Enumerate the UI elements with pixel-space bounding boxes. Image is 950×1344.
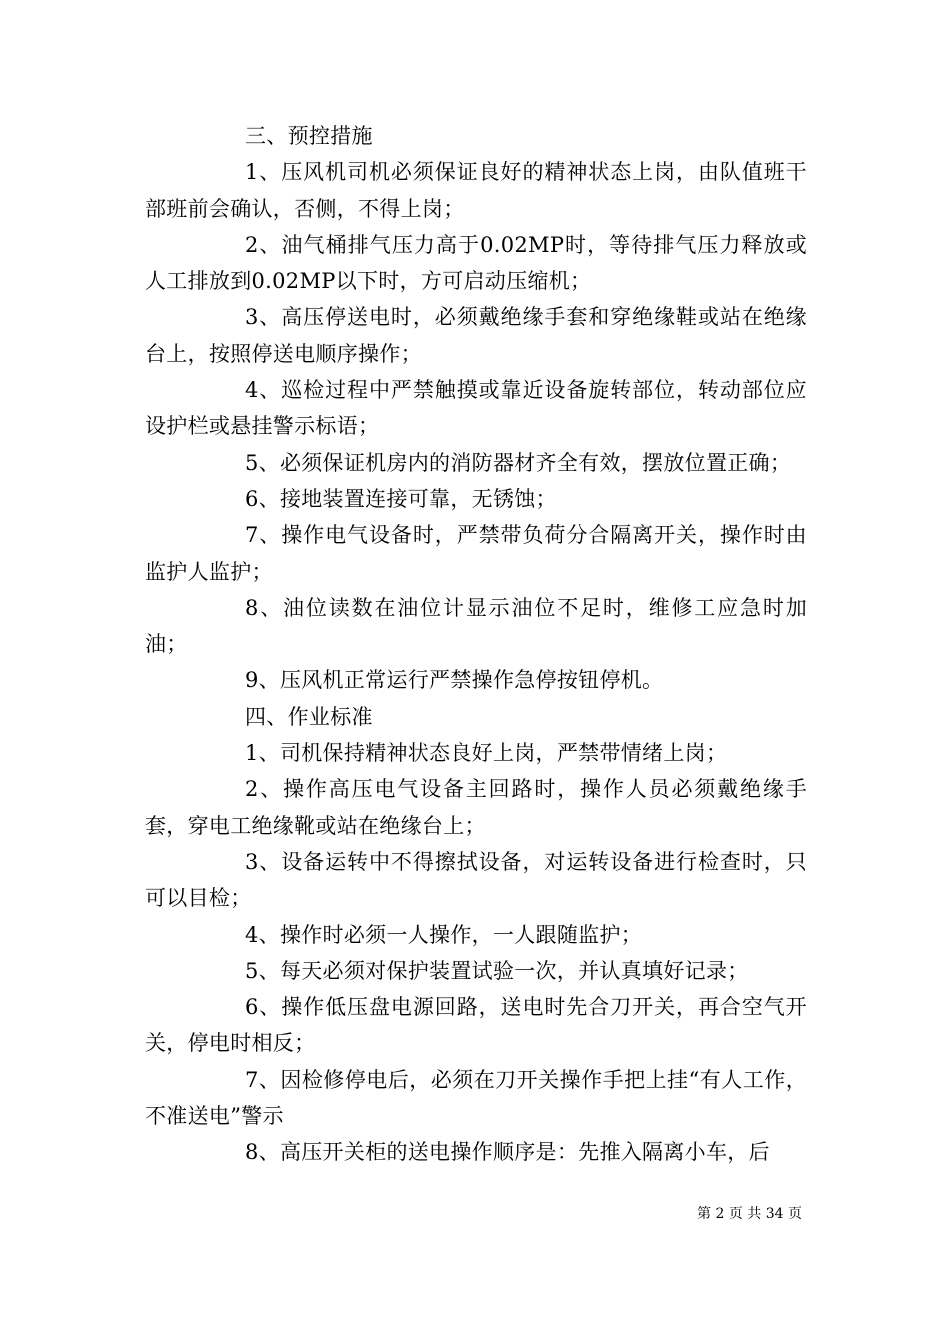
paragraph: 5、每天必须对保护装置试验一次，并认真填好记录； <box>245 958 749 983</box>
paragraph: 8、高压开关柜的送电操作顺序是：先推入隔离小车，后 <box>245 1140 770 1165</box>
page-number-footer: 第 2 页 共 34 页 <box>697 1206 802 1222</box>
paragraph: 3、设备运转中不得擦拭设备，对运转设备进行检查时，只可以目检； <box>145 849 807 911</box>
paragraph: 2、油气桶排气压力高于0.02MP时，等待排气压力释放或人工排放到0.02MP以下时，方可启动压缩机； <box>145 232 807 294</box>
paragraph: 2、操作高压电气设备主回路时，操作人员必须戴绝缘手套，穿电工绝缘靴或站在绝缘台上； <box>145 777 807 838</box>
document-body <box>145 118 807 1171</box>
paragraph: 4、操作时必须一人操作，一人跟随监护； <box>245 922 643 947</box>
paragraph: 1、司机保持精神状态良好上岗，严禁带情绪上岗； <box>245 741 728 766</box>
section-heading-precautions: 三、预控措施 <box>245 124 373 148</box>
paragraph: 1、压风机司机必须保证良好的精神状态上岗，由队值班干部班前会确认，否侧，不得上岗； <box>145 160 807 221</box>
paragraph: 9、压风机正常运行严禁操作急停按钮停机。 <box>245 668 664 693</box>
paragraph: 5、必须保证机房内的消防器材齐全有效，摆放位置正确； <box>245 450 792 475</box>
paragraph: 7、因检修停电后，必须在刀开关操作手把上挂“有人工作，不准送电”警示 <box>145 1067 807 1129</box>
paragraph: 8、油位读数在油位计显示油位不足时，维修工应急时加油； <box>145 595 807 657</box>
paragraph: 6、接地装置连接可靠，无锈蚀； <box>245 486 557 511</box>
paragraph: 7、操作电气设备时，严禁带负荷分合隔离开关，操作时由监护人监护； <box>145 523 807 584</box>
paragraph: 6、操作低压盘电源回路，送电时先合刀开关，再合空气开关，停电时相反； <box>145 995 807 1056</box>
section-heading-standards: 四、作业标准 <box>245 704 373 729</box>
paragraph: 4、巡检过程中严禁触摸或靠近设备旋转部位，转动部位应设护栏或悬挂警示标语； <box>145 378 807 439</box>
paragraph: 3、高压停送电时，必须戴绝缘手套和穿绝缘鞋或站在绝缘台上，按照停送电顺序操作； <box>145 305 807 366</box>
